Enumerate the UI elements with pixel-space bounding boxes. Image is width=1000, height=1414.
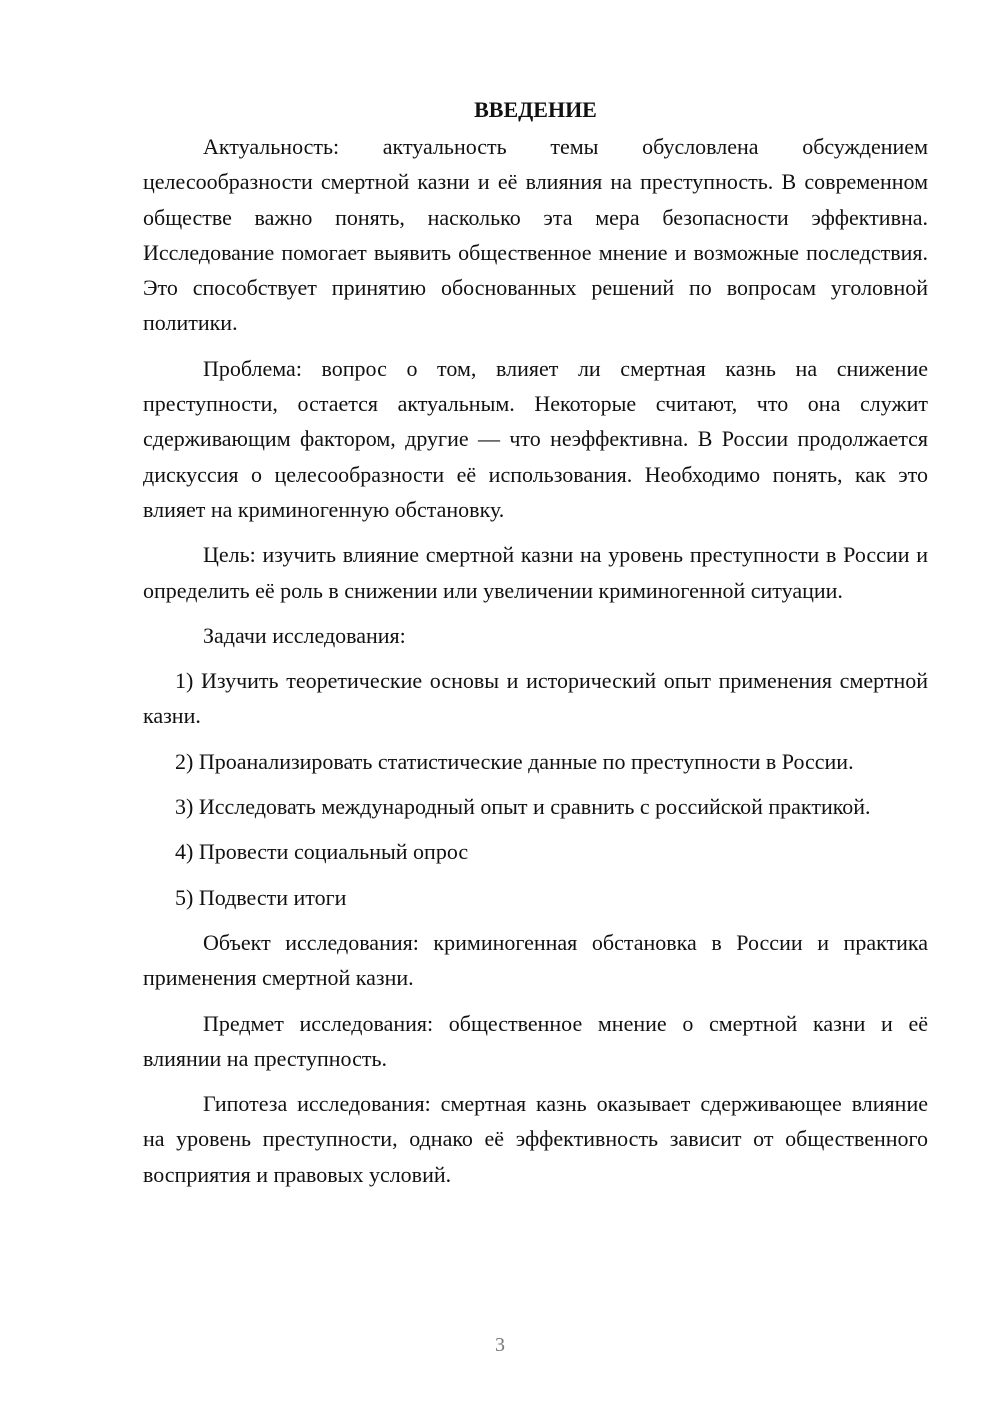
paragraph-object: Объект исследования: криминогенная обстановка в России и практика применения смертной казни. xyxy=(143,929,928,991)
task-item-1: 1) Изучить теоретические основы и исторический опыт применения смертной казни. xyxy=(143,668,928,729)
paragraph-problem: Проблема: вопрос о том, влияет ли смертная казнь на снижение преступности, остается актуальным. Некоторые считают, что она служит сдерживающим фактором, другие — что неэффективна. В России продолжается дискуссия о целесообразности её использования. Необходимо понять, как это влияет на криминогенную обстановку. xyxy=(143,355,928,522)
paragraph-goal: Цель: изучить влияние смертной казни на уровень преступности в России и определить её роль в снижении или увеличении криминогенной ситуации. xyxy=(143,542,928,603)
task-item-3: 3) Исследовать международный опыт и сравнить с российской практикой. xyxy=(175,794,871,820)
task-item-5: 5) Подвести итоги xyxy=(175,884,347,910)
task-item-4: 4) Провести социальный опрос xyxy=(175,839,469,865)
section-title: ВВЕДЕНИЕ xyxy=(474,97,597,122)
task-item-2: 2) Проанализировать статистические данные по преступности в России. xyxy=(175,748,854,774)
paragraph-hypothesis: Гипотеза исследования: смертная казнь оказывает сдерживающее влияние на уровень преступности, однако её эффективность зависит от общественного восприятия и правовых условий. xyxy=(143,1091,928,1187)
paragraph-relevance: Актуальность: актуальность темы обусловлена обсуждением целесообразности смертной казни и её влияния на преступность. В современном обществе важно понять, насколько эта мера безопасности эффективна. Исследование помогает выявить общественное мнение и возможные последствия. Это способствует принятию обоснованных решений по вопросам уголовной политики. xyxy=(143,134,928,336)
paragraph-subject: Предмет исследования: общественное мнение о смертной казни и её влиянии на преступность. xyxy=(143,1010,928,1071)
page-number: 3 xyxy=(495,1334,505,1356)
paragraph-tasks-heading: Задачи исследования: xyxy=(203,622,406,648)
document-page xyxy=(143,92,928,1202)
